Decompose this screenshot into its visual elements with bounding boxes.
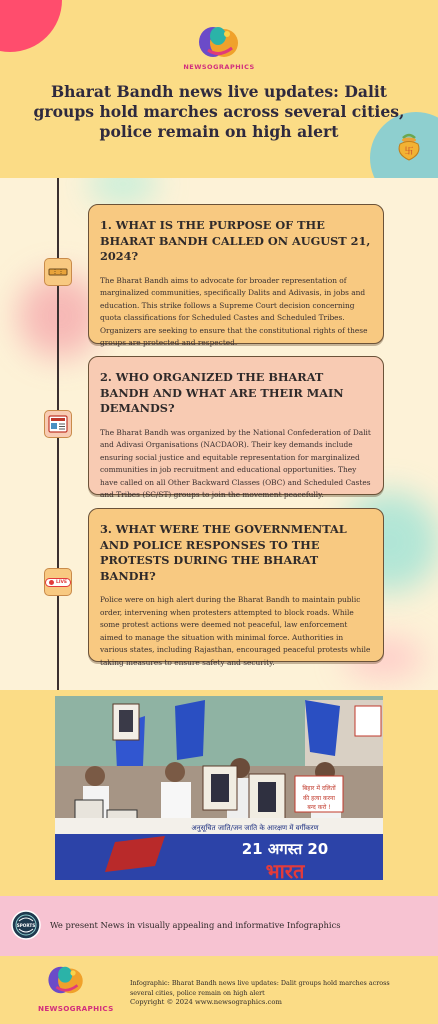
protest-photo [55, 696, 383, 880]
svg-text:भारत: भारत [265, 859, 305, 880]
protest-scene [55, 696, 383, 880]
footer [0, 956, 438, 1024]
footer-caption: Infographic: Bharat Bandh news live updates: Dalit groups hold marches across several cities, police remain on high alert [130, 979, 390, 997]
sports-badge-icon[interactable] [11, 910, 41, 940]
brand-name: NEWSOGRAPHICS [38, 1004, 114, 1013]
photo-band [0, 690, 438, 896]
newsographics-logo-icon [194, 22, 244, 62]
card-title: 2. WHO ORGANIZED THE BHARAT BANDH AND WHAT ARE THEIR MAIN DEMANDS? [100, 370, 344, 415]
timeline-marker [44, 568, 72, 596]
svg-text:अनुसूचित जाति/जन जाति के आरक्ष: अनुसूचित जाति/जन जाति के आरक्षण में वर्गीकरण [191, 824, 319, 832]
header [0, 0, 438, 178]
svg-text:卐: 卐 [404, 147, 414, 157]
newsographics-logo-icon[interactable] [44, 962, 88, 998]
svg-text:बन्द करो !: बन्द करो ! [307, 804, 331, 811]
card-body: Police were on high alert during the Bharat Bandh to maintain public order, intervening when protesters attempted to block roads. While some protest actions were deemed not peaceful, law enforcement aimed to manage the situation with minimal force. Authorities in various states, including Rajasthan, encouraged peaceful protests while taking measures to ensure safety and security. [100, 595, 371, 667]
ticket-icon [48, 267, 68, 277]
promo-text: We present News in visually appealing and informative Infographics [50, 920, 341, 930]
timeline-marker [44, 410, 72, 438]
footer-copyright: Copyright © 2024 www.newsographics.com [130, 998, 282, 1006]
card-title: 3. WHAT WERE THE GOVERNMENTAL AND POLICE RESPONSES TO THE PROTESTS DURING THE BHARAT BANDH? [100, 522, 347, 583]
page-title: Bharat Bandh news live updates: Dalit groups hold marches across several cities, police remain on high alert [33, 82, 405, 141]
info-card [88, 204, 384, 348]
sports-label: SPORTS [16, 923, 36, 928]
timeline-section [0, 178, 438, 690]
card-body: The Bharat Bandh was organized by the National Confederation of Dalit and Adivasi Organisations (NACDAOR). Their key demands include ensuring social justice and equitable representation for marginalized communities in job recruitment and educational opportunities. They have called on all Other Backward Classes (OBC) and Scheduled Castes and Tribes (SC/ST) groups to join the movement peacefully. [100, 427, 371, 500]
decorative-blob [0, 0, 62, 52]
live-badge [45, 578, 71, 587]
live-label: LIVE [55, 579, 68, 585]
card-title: 1. WHAT IS THE PURPOSE OF THE BHARAT BANDH CALLED ON AUGUST 21, 2024? [100, 218, 371, 263]
live-icon [49, 580, 54, 585]
protest-sign-text: बिहार में दलितों [302, 785, 336, 792]
info-card [88, 356, 384, 500]
info-card [88, 508, 384, 667]
timeline-marker [44, 258, 72, 286]
svg-text:की हत्या करना: की हत्या करना [303, 795, 335, 802]
newspaper-icon [48, 415, 68, 433]
banner-date-text: 21 अगस्त 20 [241, 840, 329, 858]
decorative-glow [88, 178, 158, 204]
card-body: The Bharat Bandh aims to advocate for broader representation of marginalized communities, specifically Dalits and Adivasis, in jobs and education. This strike follows a Supreme Court decision concerning quota classifications for Scheduled Castes and Scheduled Tribes. Organizers are seeking to ensure that the constitutional rights of these groups are protected and respected. [100, 275, 368, 348]
promo-band [0, 896, 438, 956]
brand-name: NEWSOGRAPHICS [183, 63, 255, 71]
